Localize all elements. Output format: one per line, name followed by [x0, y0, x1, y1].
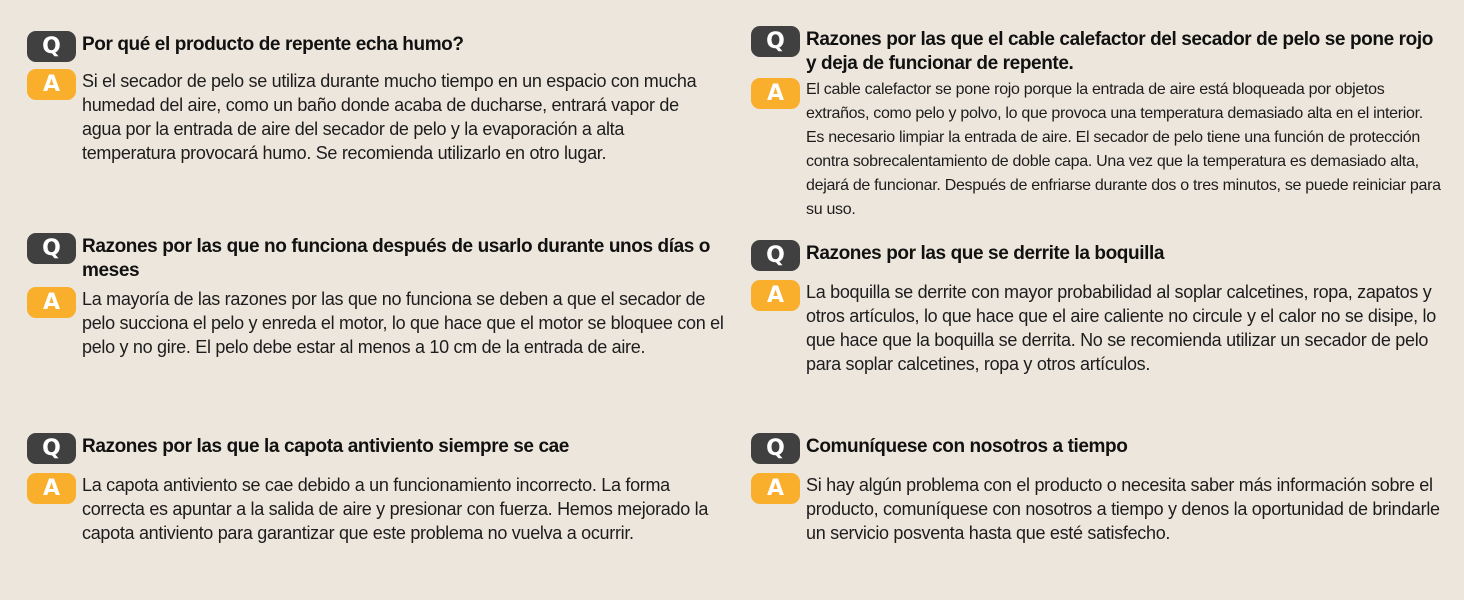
question-row: [751, 242, 1441, 266]
question-text: Razones por las que el cable calefactor del secador de pelo se pone rojo y deja de funcionar de repente.: [806, 29, 1433, 74]
answer-row: [751, 280, 1441, 376]
answer-row: [27, 473, 717, 545]
faq-item-smoke: [27, 33, 717, 165]
answer-text: El cable calefactor se pone rojo porque la entrada de aire está bloqueada por objetos extraños, como pelo y polvo, lo que provoca una temperatura demasiado alta en el interior. Es necesario limpiar la entrada de aire. El secador de pelo tiene una función de protección contra sobrecalentamiento de doble capa. Una vez que la temperatura es demasiado alta, dejará de funcionar. Después de enfriarse durante dos o tres minutos, se puede reiniciar para su uso.: [806, 81, 1441, 218]
question-row: [751, 28, 1441, 76]
a-badge: A: [751, 280, 800, 311]
q-badge: Q: [751, 26, 800, 57]
question-row: [27, 235, 739, 283]
question-row: [27, 33, 717, 57]
a-badge: A: [27, 69, 76, 100]
q-badge: Q: [27, 31, 76, 62]
answer-row: [27, 69, 717, 165]
answer-text: Si el secador de pelo se utiliza durante mucho tiempo en un espacio con mucha humedad del aire, como un baño donde acaba de ducharse, entrará vapor de agua por la entrada de aire del secador de pelo y la evaporación a alta temperatura provocará humo. Se recomienda utilizarlo en otro lugar.: [82, 71, 697, 163]
a-badge: A: [27, 287, 76, 318]
q-badge: Q: [27, 433, 76, 464]
question-text: Razones por las que la capota antiviento siempre se cae: [82, 436, 569, 457]
answer-row: [751, 78, 1441, 222]
faq-item-heating-wire: [751, 28, 1441, 222]
q-badge: Q: [751, 240, 800, 271]
answer-row: [27, 287, 739, 359]
a-badge: A: [751, 78, 800, 109]
answer-text: La boquilla se derrite con mayor probabilidad al soplar calcetines, ropa, zapatos y otros artículos, lo que hace que el aire caliente no circule y el calor no se disipe, lo que hace que la boquilla se derrita. No se recomienda utilizar un secador de pelo para soplar calcetines, ropa y otros artículos.: [806, 282, 1436, 374]
a-badge: A: [27, 473, 76, 504]
faq-item-contact-us: [751, 435, 1441, 545]
question-text: Razones por las que no funciona después de usarlo durante unos días o meses: [82, 236, 711, 281]
faq-item-stops-working: [27, 235, 739, 359]
question-text: Razones por las que se derrite la boquilla: [806, 243, 1165, 264]
answer-text: Si hay algún problema con el producto o necesita saber más información sobre el producto, comuníquese con nosotros a tiempo y denos la oportunidad de brindarle un servicio posventa hasta que esté satisfecho.: [806, 475, 1440, 543]
a-badge: A: [751, 473, 800, 504]
question-text: Comuníquese con nosotros a tiempo: [806, 436, 1128, 457]
faq-item-nozzle-melts: [751, 242, 1441, 376]
answer-row: [751, 473, 1441, 545]
faq-item-windshield-falls: [27, 435, 717, 545]
question-row: [27, 435, 717, 459]
answer-text: La mayoría de las razones por las que no funciona se deben a que el secador de pelo succiona el pelo y enreda el motor, lo que hace que el motor se bloquee con el pelo y no gire. El pelo debe estar al menos a 10 cm de la entrada de aire.: [82, 289, 724, 357]
answer-text: La capota antiviento se cae debido a un funcionamiento incorrecto. La forma correcta es apuntar a la salida de aire y presionar con fuerza. Hemos mejorado la capota antiviento para garantizar que este problema no vuelva a ocurrir.: [82, 475, 709, 543]
question-text: Por qué el producto de repente echa humo?: [82, 34, 464, 55]
q-badge: Q: [27, 233, 76, 264]
q-badge: Q: [751, 433, 800, 464]
question-row: [751, 435, 1441, 459]
